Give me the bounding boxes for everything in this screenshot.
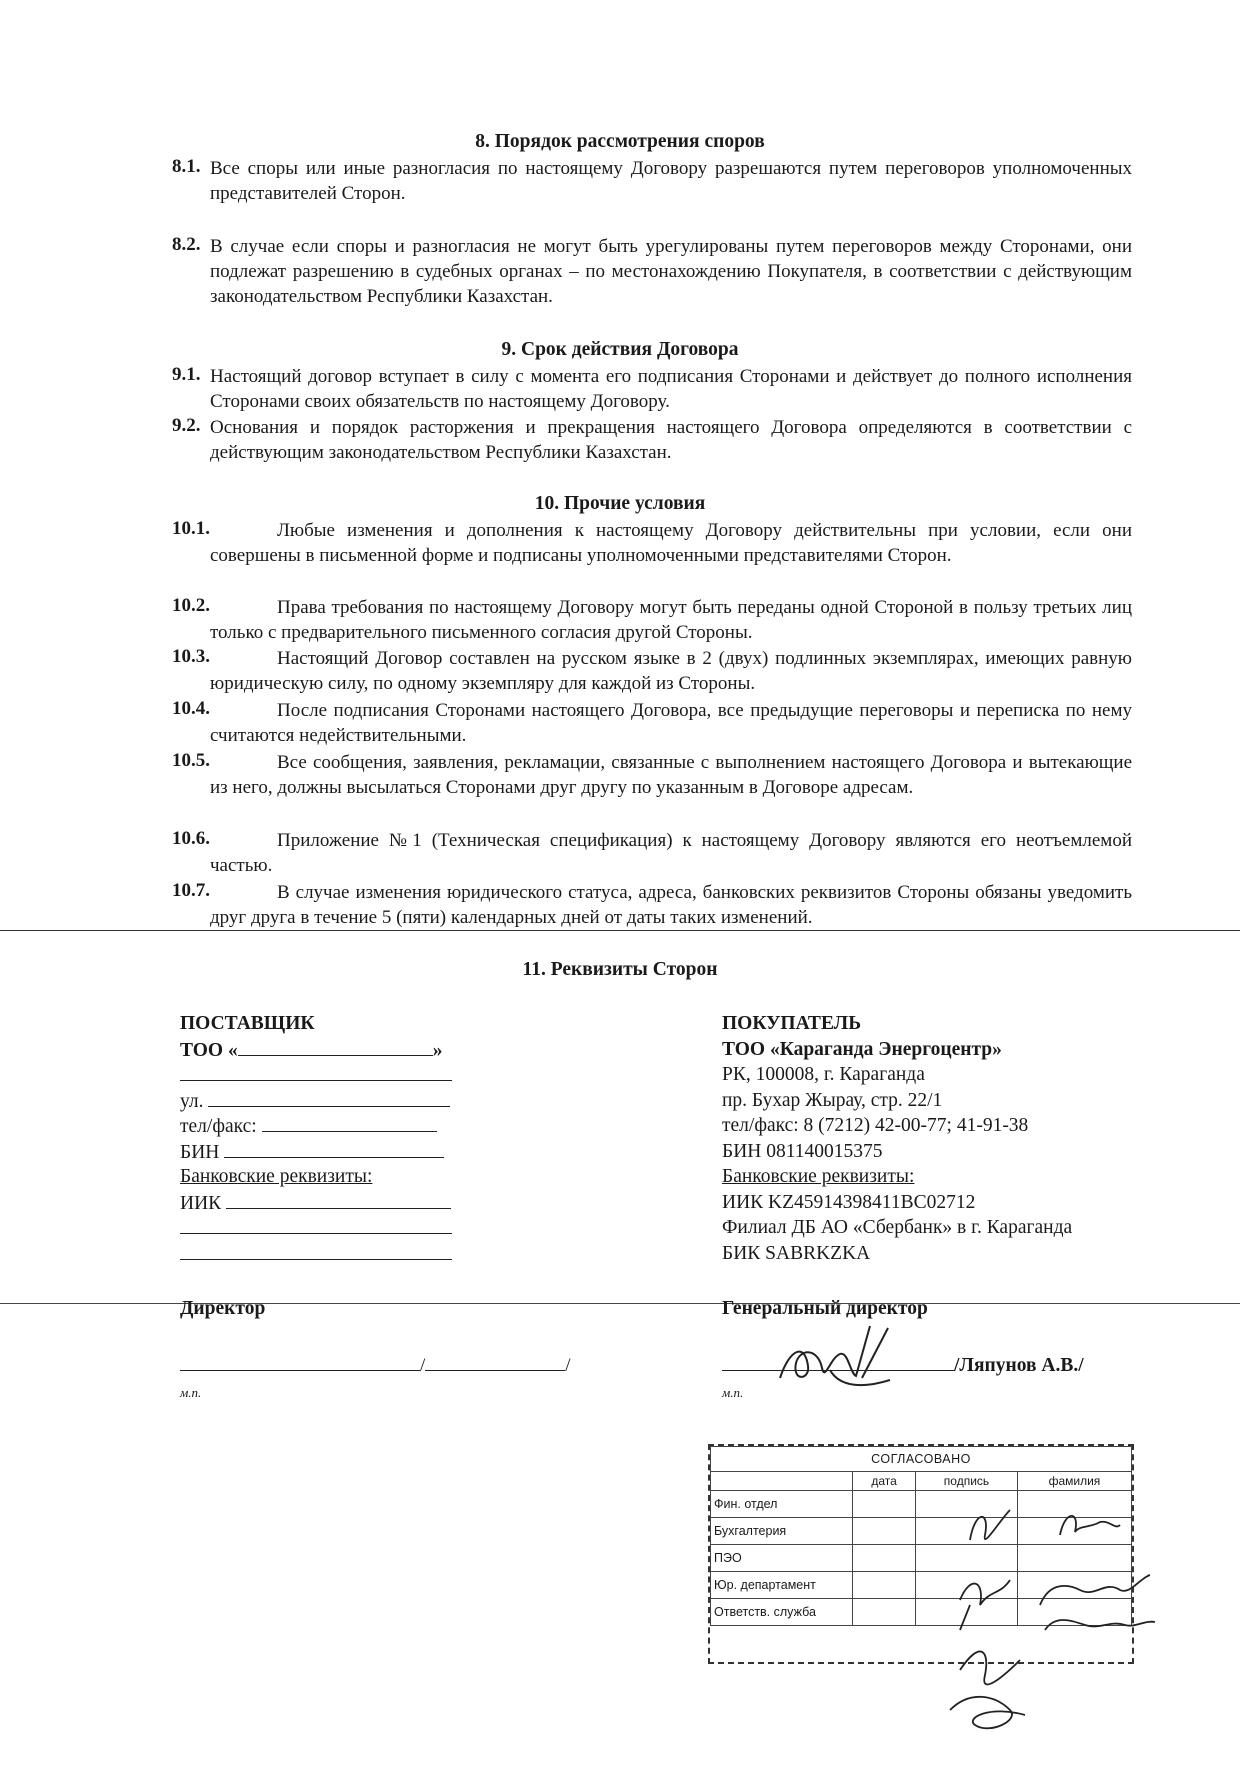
handwritten-signatures [930, 1480, 1190, 1780]
clause-10-3 [172, 646, 1132, 696]
blank-line [180, 1352, 420, 1371]
blank-line [262, 1113, 437, 1132]
clause-number: 10.4. [172, 698, 210, 719]
clause-number: 10.5. [172, 750, 210, 771]
clause-10-1 [172, 518, 1132, 568]
supplier-org-suffix: » [432, 1039, 443, 1061]
clause-text: Приложение №1 (Техническая спецификация) к настоящему Договору являются его неотъемлемой частью. [210, 830, 1132, 876]
clause-number: 10.3. [172, 646, 210, 667]
clause-10-7 [172, 880, 1132, 930]
approval-row-label: ПЭО [711, 1545, 853, 1572]
buyer-details [722, 1011, 1142, 1266]
clause-text: Права требования по настоящему Договору могут быть переданы одной Стороной в пользу третьих лиц только с предварительного письменного согласия другой Стороны. [210, 597, 1132, 643]
clause-text: Любые изменения и дополнения к настоящему Договору действительны при условии, если они совершены в письменной форме и подписаны уполномоченными представителями Сторон. [210, 520, 1132, 566]
supplier-street [180, 1088, 480, 1114]
slash: / [420, 1355, 426, 1376]
clause-text: Все сообщения, заявления, рекламации, связанные с выполнением настоящего Договора и вытекающие из него, должны высылаться Сторонами друг другу по указанным в Договоре адресам. [210, 752, 1132, 798]
iik-label: ИИК [180, 1192, 222, 1214]
buyer-bin: БИН 081140015375 [722, 1140, 883, 1162]
bin-label: БИН [180, 1141, 220, 1163]
street-label: ул. [180, 1090, 204, 1112]
clause-8-1 [172, 156, 1132, 206]
supplier-details [180, 1011, 480, 1266]
buyer-title: ПОКУПАТЕЛЬ [722, 1013, 862, 1034]
supplier-org-line2 [180, 1062, 480, 1088]
supplier-signer-title: Директор [180, 1298, 266, 1319]
supplier-signature-line [180, 1352, 571, 1377]
clause-text: Основания и порядок расторжения и прекращения настоящего Договора определяются в соответствии с действующим законодательством Республики Казахстан. [210, 417, 1132, 463]
blank-line [208, 1088, 450, 1107]
supplier-phone [180, 1113, 480, 1139]
blank-line [425, 1352, 565, 1371]
phone-label: тел/факс: [180, 1116, 257, 1137]
cell [853, 1491, 916, 1518]
header-empty [711, 1472, 853, 1491]
clause-number: 9.1. [172, 364, 201, 385]
cell [853, 1545, 916, 1572]
supplier-iik [180, 1190, 480, 1216]
buyer-phone: тел/факс: 8 (7212) 42-00-77; 41-91-38 [722, 1115, 1029, 1136]
approval-row-label: Бухгалтерия [711, 1518, 853, 1545]
header-signature: подпись [916, 1472, 1018, 1491]
approval-row-label: Юр. департамент [711, 1572, 853, 1599]
buyer-bik: БИК SABRKZKA [722, 1242, 871, 1264]
clause-number: 10.2. [172, 595, 210, 616]
buyer-seal-place: м.п. [722, 1385, 744, 1400]
supplier-title: ПОСТАВЩИК [180, 1013, 315, 1034]
slash: / [565, 1355, 571, 1376]
clause-number: 10.1. [172, 518, 210, 539]
blank-line [224, 1139, 444, 1158]
clause-text: Все споры или иные разногласия по настоящему Договору разрешаются путем переговоров уполномоченных представителей Сторон. [210, 158, 1132, 204]
buyer-signer-name: /Ляпунов А.В./ [954, 1355, 1084, 1376]
supplier-bank-label: Банковские реквизиты: [180, 1166, 373, 1187]
cell [853, 1518, 916, 1545]
supplier-org-prefix: ТОО « [180, 1039, 238, 1061]
cell [853, 1599, 916, 1626]
approval-row-label: Фин. отдел [711, 1491, 853, 1518]
approval-row-label: Ответств. служба [711, 1599, 853, 1626]
cell [853, 1572, 916, 1599]
buyer-address-1: РК, 100008, г. Караганда [722, 1064, 925, 1085]
blank-line [180, 1062, 452, 1081]
section-9-heading: 9. Срок действия Договора [501, 339, 739, 360]
clause-8-2 [172, 234, 1132, 309]
clause-number: 10.6. [172, 828, 210, 849]
clause-text: Настоящий Договор составлен на русском языке в 2 (двух) подлинных экземплярах, имеющих равную юридическую силу, по одному экземпляру для каждой из Стороны. [210, 648, 1132, 694]
divider-line [0, 930, 1240, 931]
section-10-heading: 10. Прочие условия [534, 493, 706, 514]
buyer-address-2: пр. Бухар Жырау, стр. 22/1 [722, 1089, 943, 1111]
clause-9-1 [172, 364, 1132, 414]
clause-10-2 [172, 595, 1132, 645]
director-signature [770, 1318, 900, 1398]
supplier-org [180, 1037, 480, 1063]
buyer-org: ТОО «Караганда Энергоцентр» [722, 1038, 1002, 1060]
section-8-heading: 8. Порядок рассмотрения споров [475, 131, 765, 152]
clause-9-2 [172, 415, 1132, 465]
header-date: дата [853, 1472, 916, 1491]
supplier-seal-place: м.п. [180, 1385, 202, 1400]
clause-text: После подписания Сторонами настоящего Договора, все предыдущие переговоры и переписка по нему считаются недействительными. [210, 700, 1132, 746]
header-surname: фамилия [1017, 1472, 1131, 1491]
blank-line [180, 1215, 452, 1234]
buyer-signer-title: Генеральный директор [722, 1298, 928, 1319]
blank-line [226, 1190, 451, 1209]
clause-number: 8.1. [172, 156, 201, 177]
clause-10-6 [172, 828, 1132, 878]
clause-text: В случае если споры и разногласия не могут быть урегулированы путем переговоров между Сторонами, они подлежат разрешению в судебных органах – по местонахождению Покупателя, в соответствии с действующим законодательством Республики Казахстан. [210, 236, 1132, 307]
blank-line [180, 1241, 452, 1260]
clause-number: 10.7. [172, 880, 210, 901]
clause-number: 9.2. [172, 415, 201, 436]
supplier-bank-line [180, 1215, 480, 1241]
supplier-bin [180, 1139, 480, 1165]
supplier-bank-line [180, 1241, 480, 1267]
clause-text: Настоящий договор вступает в силу с момента его подписания Сторонами и действует до полного исполнения Сторонами своих обязательств по настоящему Договору. [210, 366, 1132, 412]
section-11-heading: 11. Реквизиты Сторон [522, 959, 718, 980]
approval-title: СОГЛАСОВАНО [711, 1447, 1132, 1472]
supplier-org-blank [238, 1037, 433, 1056]
clause-number: 8.2. [172, 234, 201, 255]
buyer-bank-name: Филиал ДБ АО «Сбербанк» в г. Караганда [722, 1217, 1073, 1238]
clause-10-5 [172, 750, 1132, 800]
clause-text: В случае изменения юридического статуса, адреса, банковских реквизитов Стороны обязаны уведомить друг друга в течение 5 (пяти) календарных дней от даты таких изменений. [210, 882, 1132, 928]
clause-10-4 [172, 698, 1132, 748]
buyer-iik: ИИК KZ45914398411BC02712 [722, 1191, 976, 1213]
buyer-bank-label: Банковские реквизиты: [722, 1166, 915, 1187]
